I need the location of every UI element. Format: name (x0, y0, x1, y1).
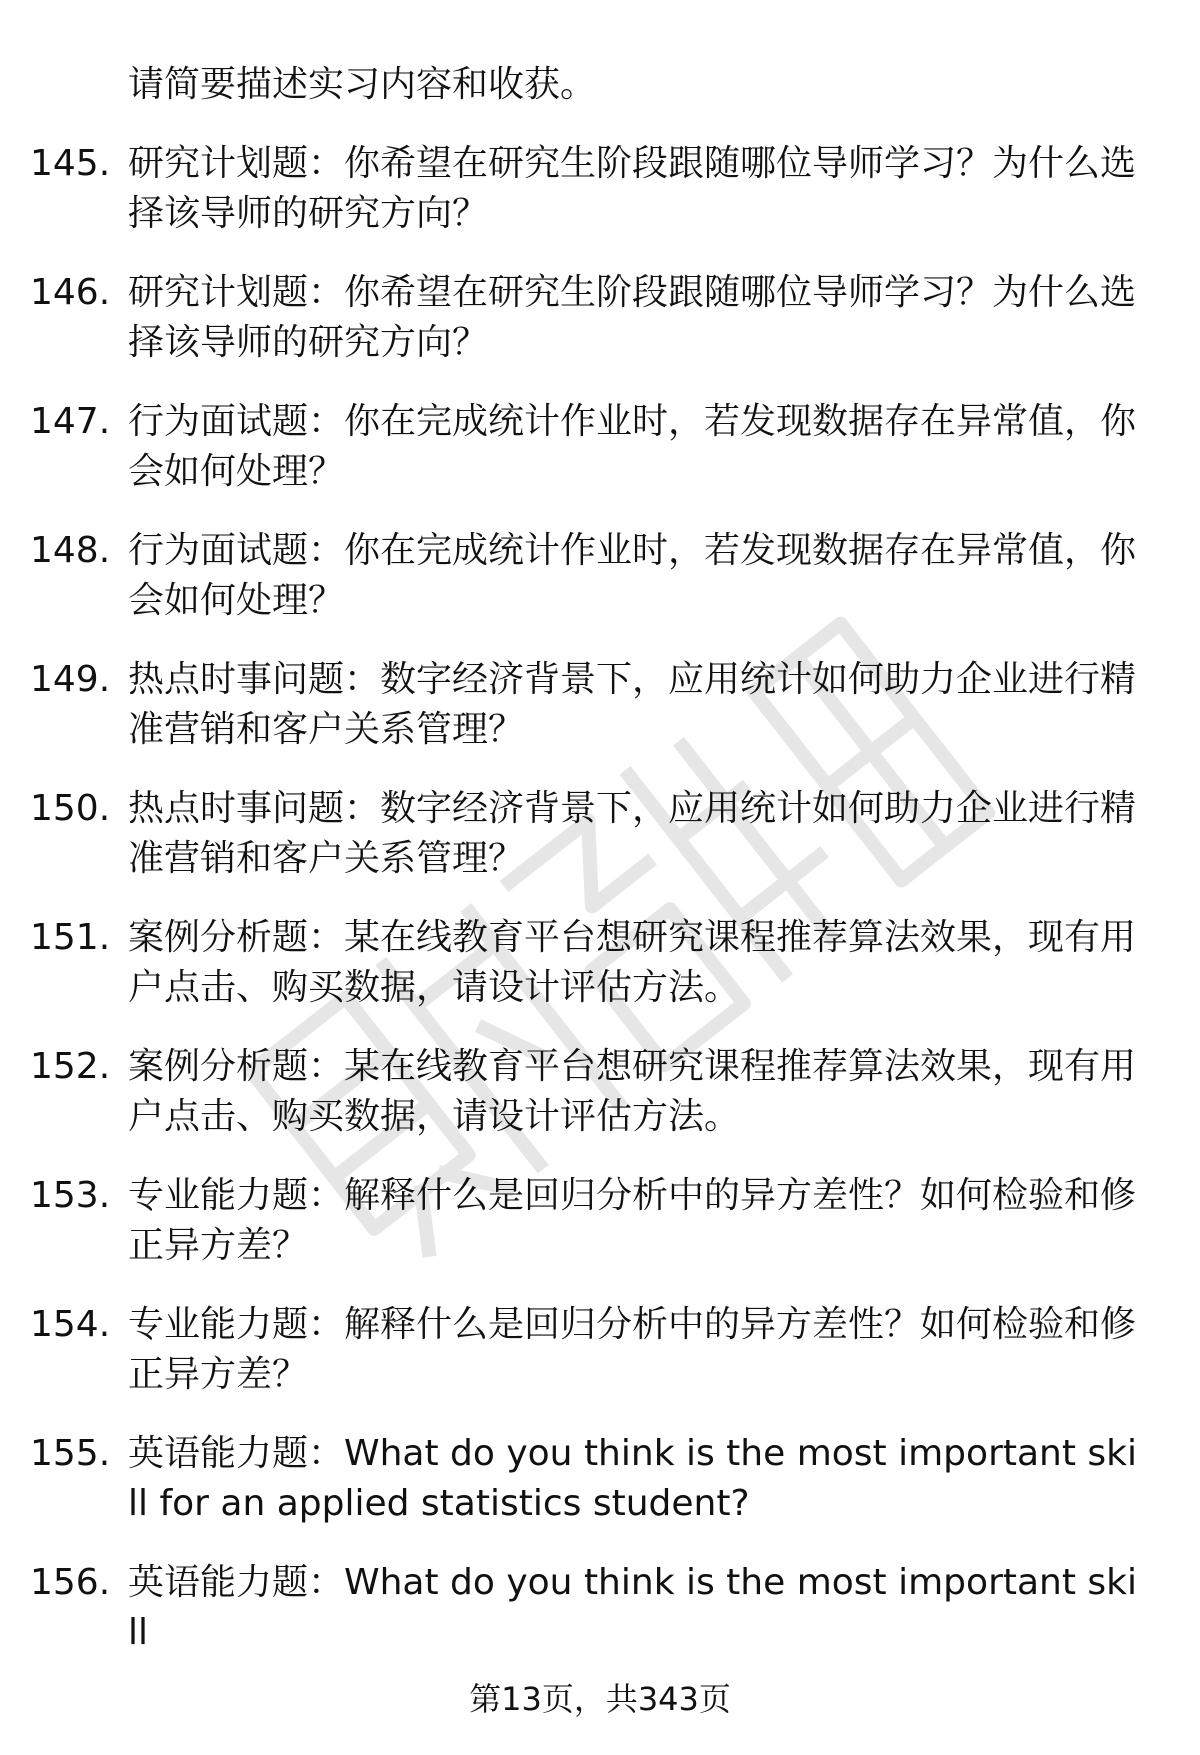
item-number: 145. (30, 143, 111, 184)
list-item (30, 268, 1140, 368)
continuation-text: 请简要描述实习内容和收获。 (128, 64, 597, 105)
item-number: 151. (30, 917, 111, 958)
list-item (30, 1558, 1140, 1658)
page-footer: 第13页，共343页 (469, 1680, 731, 1718)
list-item (30, 913, 1140, 1013)
item-text: 案例分析题：某在线教育平台想研究课程推荐算法效果，现有用户点击、购买数据，请设计评估方法。 (128, 1046, 1137, 1137)
item-text: 行为面试题：你在完成统计作业时，若发现数据存在异常值，你会如何处理？ (128, 401, 1137, 492)
item-text: 研究计划题：你希望在研究生阶段跟随哪位导师学习？为什么选择该导师的研究方向？ (128, 143, 1137, 234)
list-item (30, 1429, 1140, 1529)
item-text: 行为面试题：你在完成统计作业时，若发现数据存在异常值，你会如何处理？ (128, 530, 1137, 621)
item-text: 英语能力题：What do you think is the most important skill for an applied statistics student? (128, 1433, 1138, 1524)
item-number: 155. (30, 1433, 111, 1474)
item-text: 热点时事问题：数字经济背景下，应用统计如何助力企业进行精准营销和客户关系管理？ (128, 659, 1137, 750)
list-item (30, 526, 1140, 626)
item-number: 153. (30, 1175, 111, 1216)
list-item (30, 1171, 1140, 1271)
item-text: 热点时事问题：数字经济背景下，应用统计如何助力企业进行精准营销和客户关系管理？ (128, 788, 1137, 879)
item-text: 专业能力题：解释什么是回归分析中的异方差性？如何检验和修正异方差？ (128, 1175, 1137, 1266)
item-number: 147. (30, 401, 111, 442)
item-number: 156. (30, 1562, 111, 1603)
item-text: 专业能力题：解释什么是回归分析中的异方差性？如何检验和修正异方差？ (128, 1304, 1137, 1395)
list-item (30, 655, 1140, 755)
item-text: 案例分析题：某在线教育平台想研究课程推荐算法效果，现有用户点击、购买数据，请设计评估方法。 (128, 917, 1137, 1008)
item-text: 研究计划题：你希望在研究生阶段跟随哪位导师学习？为什么选择该导师的研究方向？ (128, 272, 1137, 363)
item-text: 英语能力题：What do you think is the most important skill (128, 1562, 1138, 1653)
question-list (30, 60, 1140, 1687)
item-number: 146. (30, 272, 111, 313)
list-item (30, 397, 1140, 497)
list-item (30, 1042, 1140, 1142)
list-item (30, 1300, 1140, 1400)
list-item-continuation (30, 60, 1140, 110)
item-number: 150. (30, 788, 111, 829)
list-item (30, 139, 1140, 239)
list-item (30, 784, 1140, 884)
item-number: 154. (30, 1304, 111, 1345)
item-number: 148. (30, 530, 111, 571)
item-number: 149. (30, 659, 111, 700)
item-number: 152. (30, 1046, 111, 1087)
